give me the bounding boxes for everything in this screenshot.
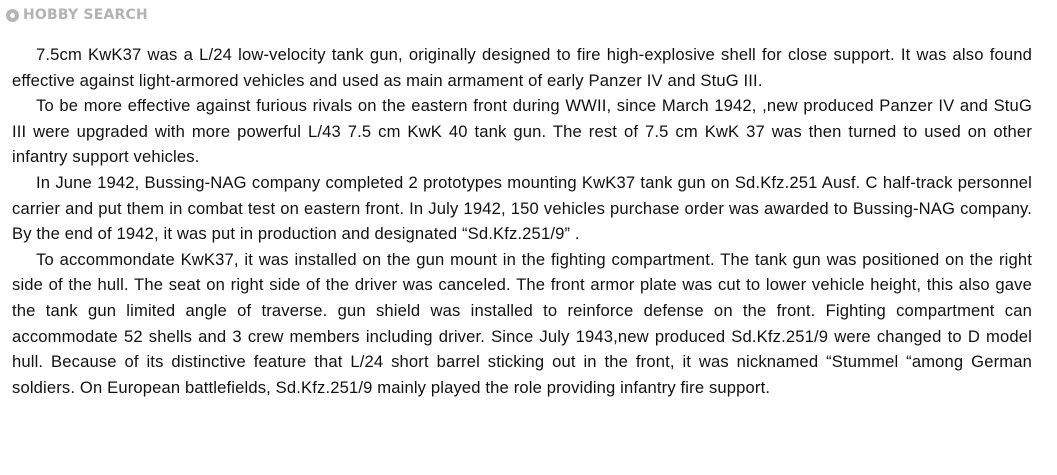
site-logo	[6, 5, 148, 25]
article-body	[12, 42, 1032, 400]
paragraph-design: To accommondate KwK37, it was installed on the gun mount in the fighting compartment. The tank gun was positioned on the right side of the hull. The seat on right side of the driver was canceled. The front armor plate was cut to lower vehicle height, this also gave the tank gun limited angle of traverse. gun shield was installed to reinforce defense on the front. Fighting compartment can accommodate 52 shells and 3 crew members including driver. Since July 1943,new produced Sd.Kfz.251/9 were changed to D model hull. Because of its distinctive feature that L/24 short barrel sticking out in the front, it was nicknamed “Stummel “among German soldiers. On European battlefields, Sd.Kfz.251/9 mainly played the role providing infantry fire support.	[12, 249, 1032, 397]
paragraph-intro: 7.5cm KwK37 was a L/24 low-velocity tank gun, originally designed to fire high-explosive shell for close support. It was also found effective against light-armored vehicles and used as main armament of early Panzer IV and StuG III.	[12, 45, 1032, 90]
hobby-search-logo-icon	[6, 9, 19, 22]
paragraph-upgrade: To be more effective against furious rivals on the eastern front during WWII, since March 1942, ,new produced Panzer IV and StuG III were upgraded with more powerful L/43 7.5 cm KwK 40 tank gun. The rest of 7.5 cm KwK 37 was then turned to used on other infantry support vehicles.	[12, 96, 1032, 167]
paragraph-production: In June 1942, Bussing-NAG company completed 2 prototypes mounting KwK37 tank gun on Sd.Kfz.251 Ausf. C half-track personnel carrier and put them in combat test on eastern front. In July 1942, 150 vehicles purchase order was awarded to Bussing-NAG company. By the end of 1942, it was put in production and designated “Sd.Kfz.251/9” .	[12, 172, 1032, 244]
logo-text: HOBBY SEARCH	[23, 7, 148, 23]
